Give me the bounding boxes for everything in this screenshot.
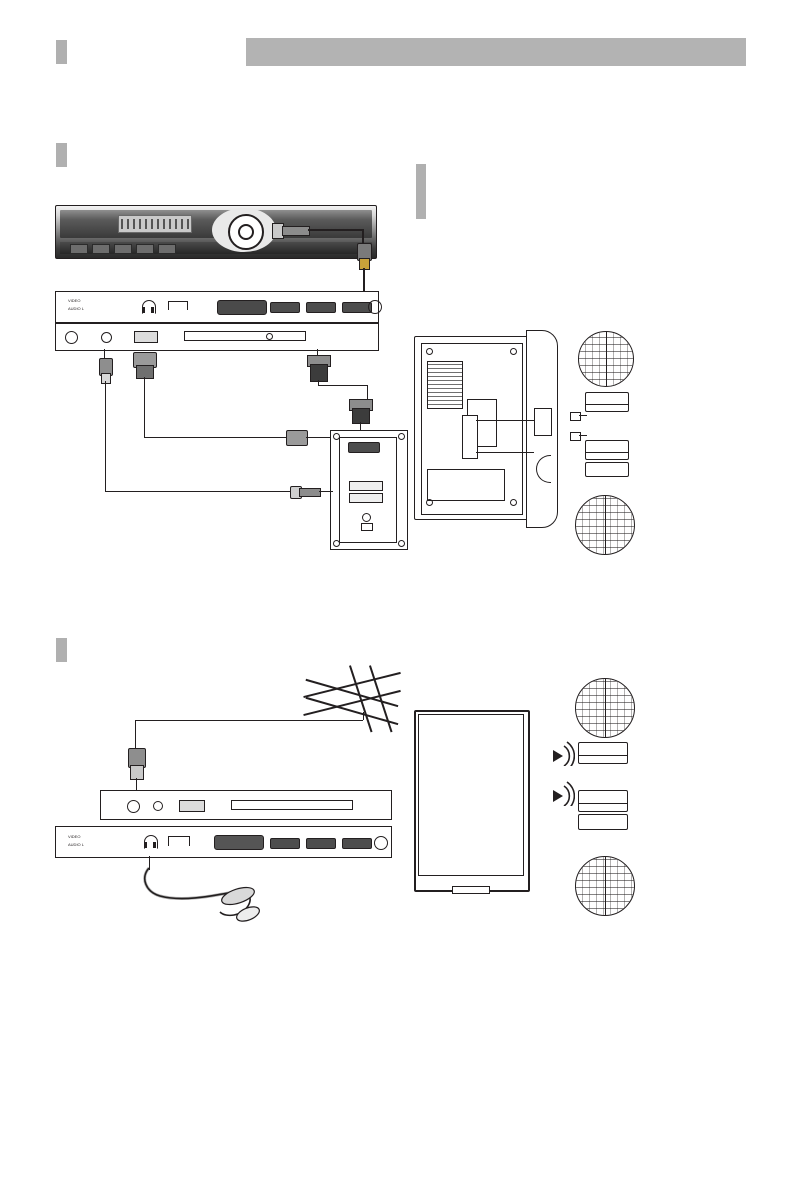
ci-card-icon-2	[570, 432, 581, 441]
cable-antenna-down	[135, 720, 136, 750]
panel-bracket	[168, 301, 188, 310]
media-slab-3b	[578, 742, 628, 764]
section-marker-3	[56, 638, 67, 662]
panel-round-port-bottom	[374, 836, 388, 850]
side-usb-port	[349, 481, 383, 491]
ir-receiver-cable	[130, 866, 270, 928]
service-port	[134, 331, 158, 343]
rooftop-antenna	[300, 672, 410, 734]
cable-scart-across	[144, 437, 290, 438]
globe-bottom-right-upper	[575, 678, 635, 738]
globe-axis	[605, 679, 606, 737]
tv-rear-screw-br	[510, 499, 517, 506]
tv-connector-panel-mid	[55, 323, 379, 351]
hdmi-plug-body	[310, 364, 328, 382]
composite-plug-at-module-body	[299, 488, 321, 497]
callout-leader-top	[476, 420, 534, 421]
ci-slot-callout	[534, 408, 552, 436]
av-receiver-button	[70, 244, 88, 254]
scart-port	[217, 300, 267, 315]
panel-screw	[266, 333, 273, 340]
cable-hdmi-across	[318, 385, 368, 386]
cable-composite-down	[105, 381, 106, 491]
section-marker-1	[56, 143, 67, 167]
module-screw-br	[398, 540, 405, 547]
hdmi-port-b2	[306, 838, 336, 849]
header-band	[246, 38, 746, 66]
scart-plug-at-module	[286, 430, 308, 446]
tv-rear-lower-panel	[427, 469, 505, 501]
cable-antenna-across	[135, 720, 363, 721]
antenna-port-bottom	[127, 800, 140, 813]
panel-b-label-video: VIDEO	[68, 834, 81, 839]
panel-label-video: VIDEO	[68, 298, 81, 303]
service-port-bottom	[179, 800, 205, 812]
panel-b-label-audio: AUDIO L	[68, 842, 85, 847]
av-receiver-display-text	[121, 219, 189, 229]
panel-label-audio: AUDIO L	[68, 306, 85, 311]
tv-rear-screw-bl	[426, 499, 433, 506]
ci-slot-bottom	[231, 800, 353, 810]
panel-bracket-bottom	[168, 836, 190, 846]
media-slab-line	[579, 755, 627, 756]
cable-hdmi-into-module	[360, 422, 361, 430]
module-screw-bl	[333, 540, 340, 547]
tv-front-stand	[452, 886, 490, 894]
tv-connector-panel-bottom-upper	[100, 790, 392, 820]
globe-axis	[605, 496, 606, 554]
globe-axis	[606, 332, 607, 386]
ci-slot	[184, 331, 306, 341]
av-receiver-display	[118, 215, 192, 233]
headphone-icon-left	[144, 842, 147, 848]
ci-card-leader-2	[579, 435, 587, 436]
tv-connector-panel-bottom-lower	[55, 826, 392, 858]
coax-plug-body	[282, 226, 310, 236]
callout-leader-bottom	[476, 452, 534, 453]
tv-rear-vent	[427, 361, 463, 409]
broadcast-wave-icon-1	[549, 740, 575, 766]
headphone-icon-right	[153, 842, 156, 848]
tv-rear-screw-tl	[426, 348, 433, 355]
section-marker-2	[416, 164, 426, 219]
broadcast-wave-icon-2	[549, 780, 575, 806]
ir-receiver-head	[220, 884, 257, 908]
module-screw-tl	[333, 433, 340, 440]
side-input-module	[330, 430, 408, 550]
ci-card-leader-1	[579, 415, 587, 416]
media-slab-2	[585, 440, 629, 460]
cable-scart-to-module	[306, 437, 331, 438]
cable-hdmi-down	[367, 385, 368, 400]
header-marker	[56, 40, 67, 64]
antenna-port	[65, 331, 78, 344]
hdmi-port-2	[306, 302, 336, 313]
media-slab-5	[578, 814, 628, 830]
module-screw-tr	[398, 433, 405, 440]
av-receiver-button	[92, 244, 110, 254]
coax-jack-inner	[238, 224, 254, 240]
globe-top-right-upper	[578, 331, 634, 387]
headphone-icon-right	[151, 307, 154, 313]
antenna-plug-collar	[130, 765, 144, 780]
tv-connector-panel-top	[55, 291, 379, 323]
media-slab-line	[586, 452, 628, 453]
av-receiver-button	[136, 244, 154, 254]
cable-scart-down	[144, 377, 145, 437]
media-slab-line	[586, 404, 628, 405]
side-ci-port	[349, 493, 383, 503]
headphone-icon-left	[142, 307, 145, 313]
globe-bottom-right-lower	[575, 856, 635, 916]
side-hdmi-port	[348, 442, 380, 453]
scart-port-bottom	[214, 835, 264, 850]
hdmi-port-1	[270, 302, 300, 313]
globe-axis	[605, 857, 606, 915]
media-slab-3	[585, 462, 629, 477]
side-module-led	[361, 523, 373, 531]
media-slab-line	[579, 803, 627, 804]
av-receiver-button	[158, 244, 176, 254]
aux-round-port-bottom	[153, 801, 163, 811]
av-receiver-button	[114, 244, 132, 254]
media-slab-4	[578, 790, 628, 812]
cable-composite-to-module	[319, 491, 333, 492]
media-slab-1	[585, 392, 629, 412]
aux-round-port	[101, 332, 112, 343]
hdmi-port-b1	[270, 838, 300, 849]
hdmi-plug2-body	[352, 408, 370, 424]
ir-cable-shade	[145, 868, 234, 899]
globe-top-right-lower	[575, 495, 635, 555]
tv-front-screen	[418, 714, 524, 876]
composite-plug-tip	[101, 373, 111, 384]
ci-card-icon-1	[570, 412, 581, 421]
cable-coax-horizontal	[308, 229, 363, 231]
antenna-mast	[363, 712, 364, 720]
scart-plug-body	[136, 365, 154, 379]
coax-plug-down-tip	[359, 258, 370, 270]
cable-composite-across	[105, 491, 290, 492]
hdmi-port-b3	[342, 838, 372, 849]
side-module-screw	[362, 513, 371, 522]
tv-rear-screw-tr	[510, 348, 517, 355]
panel-round-port	[368, 300, 382, 314]
